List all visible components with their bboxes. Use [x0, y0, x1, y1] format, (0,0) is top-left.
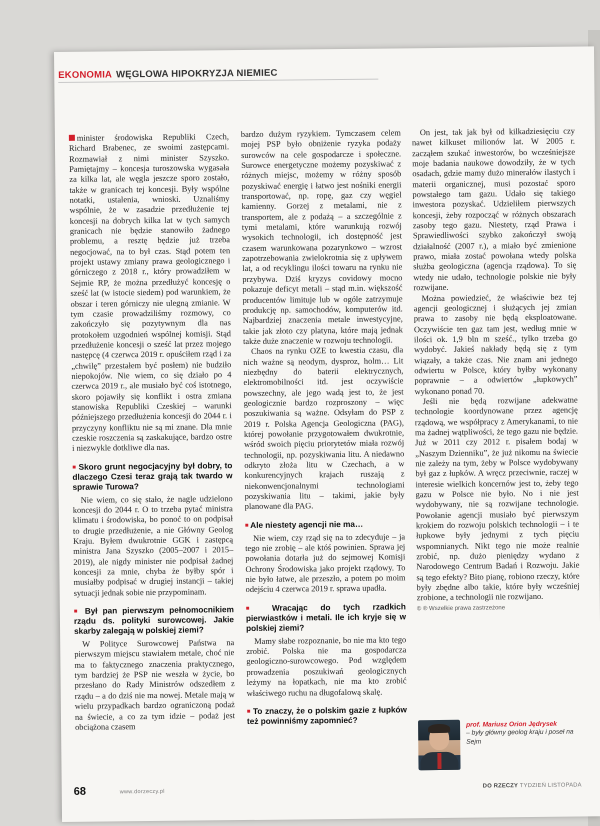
- article-body: [69, 127, 582, 772]
- paragraph-bullet-icon: [69, 135, 75, 141]
- paragraph: On jest, tak jak był od kilkadziesięciu czy nawet kilkuset milionów lat. W 2005 r. zacząłem szukać inwestorów, bo wcześniejsze moje badania naukowe dowodziły, że w tych osadach, gdzie mamy dużo minerałów ilastych i materii organicznej, musi pozostać sporo powstałego tam gazu. Udało się takiego inwestora pozyskać. Udzieliłem pierwszych koncesji, żeby rozpocząć w różnych obszarach zasoby tego gazu. Niestety, rząd Prawa i Sprawiedliwości szybko zakończył swoją działalność (2007 r.), a miało być zmienione prawo, miała zostać powołana wtedy polska służba geologiczna (agencja rządowa). To się wtedy nie udało, technologie polskie nie były rozwijane.: [411, 126, 577, 293]
- interview-question: ■ Skoro grunt negocjacyjny był dobry, to dlaczego Czesi teraz grają tak twardo w sprawie Turowa?: [72, 461, 232, 493]
- footer-url: www.dorzeczy.pl: [119, 788, 165, 796]
- column-1: [69, 132, 235, 733]
- interview-question: ■ To znaczy, że o polskim gazie z łupków też powinniśmy zapomnieć?: [247, 705, 407, 727]
- interview-question: ■ Wracając do tych rzadkich pierwiastków i metali. Ile ich kryje się w polskiej ziemi?: [246, 602, 406, 634]
- column-2: [241, 128, 407, 729]
- paragraph: Jeśli nie będą rozwijane adekwatne technologie koordynowane przez agencję rządową, we współpracy z Amerykanami, to nie ma żadnej wątpliwości, że tego gazu nie będzie. Już w 2011 czy 2012 r. pisałem bodaj w „Naszym Dzienniku”, że już nikomu na świecie nie zależy na tym, żeby w Polsce wydobywany był gaz z łupków. A wręcz przeciwnie, raczej w interesie wielkich koncernów jest to, żeby tego gazu w Polsce nie było. No i nie jest wydobywany, nie są rozwijane technologie. Powołanie agencji musiało być pierwszym krokiem do rozwoju polskich technologii – i te łupkowe były jednymi z tych pięciu wspomnianych. Nikt tego nie może realnie zrobić, np. dużo pieniędzy wydano z Narodowego Centrum Badań i Rozwoju. Jakie są tego efekty? Bito pianę, robiono rzeczy, które były zbędne albo takie, które były wcześniej zrobione, a technologii nie rozwijano.: [414, 395, 580, 603]
- interview-question: ■ Ale niestety agencji nie ma…: [245, 519, 405, 531]
- paragraph: Można powiedzieć, że właściwie bez tej agencji geologicznej i służących jej zmian prawa to zasoby nie będą eksploatowane. Oczywiście ten gaz tam jest, według mnie w ilości ok. 1,9 bln m sześć., tylko trzeba go wydobyć. Jakieś nakłady będą się z tym wiązały, a także czas. Nie znam ani jednego odwiertu w Polsce, który byłby wykonany poprawnie – a odwiertów „łupkowych” wykonano ponad 70.: [413, 292, 578, 396]
- interview-answer: Nie wiem, co się stało, że nagle udzielono koncesji do 2044 r. O to trzeba pytać ministra klimatu i środowiska, bo ponoć to on podpisał to drugie przedłużenie, a nie Główny Geolog Kraju. Byłem dwukrotnie GGK i zastępcą ministra Jana Szyszko (2005–2007 i 2015–2019), ale nigdy minister nie podpisał żadnej koncesji za mnie, chyba że byłby spór i musiałby podpisać w drugiej instancji – takiej sytuacji jednak sobie nie przypominam.: [72, 493, 234, 598]
- copyright-note: © ℗ Wszelkie prawa zastrzeżone: [417, 602, 580, 614]
- paragraph: Chaos na rynku OZE to kwestia czasu, dla nich ważne są neodym, dysproz, holm… Lit niezbędny do baterii elektrycznych, elektromobilności itd. jest oczywiście powszechny, ale jego wadą jest to, że jest geologicznie bardzo rozproszony – więc poszukiwania są ważne. Odsyłam do PSP z 2019 r. Polska Agencja Geologiczna (PAG), której powołanie przygotowałem dwukrotnie, wśród swoich pięciu priorytetów miała rozwój technologii, np. pozyskiwania litu. A niedawno odkryto złoża litu w Czechach, a w konkurencyjnych krajach ruszają z niekonwencjonalnymi technologiami pozyskiwania litu – takimi, jakie były planowane dla PAG.: [243, 345, 405, 512]
- author-photo: [418, 720, 461, 770]
- page-footer: [73, 777, 582, 798]
- section-title: WĘGLOWA HIPOKRYZJA NIEMIEC: [116, 67, 278, 80]
- paragraph: bardzo dużym ryzykiem. Tymczasem celem mojej PSP było obniżenie ryzyka podaży surowców na cele gospodarcze i społeczne. Surowce energetyczne możemy pozyskiwać z różnych miejsc, możemy w różny sposób pozyskiwać energię i łatwo jest nośniki energii transportować, np. ropę, gaz czy węgiel kamienny. Gorzej z metalami, nie z transportem, ale z podażą – a szczególnie z tymi metalami, które warunkują rozwój wysokich technologii, ich dostępność jest czasem warunkowana pozarynkowo – wzrost zapotrzebowania zwielokrotnia się z upływem lat, a od recyklingu ilości towaru na rynku nie przybywa. Dziś kryzys covidowy mocno pokazuje deficyt metali – stąd m.in. większość producentów limituje lub w ogóle zatrzymuje produkcję np. samochodów, komputerów itd. Najbardziej znaczenia metale inwestycyjne, takie jak złoto czy platyna, które mają jednak także duże znaczenie w rozwoju technologii.: [240, 128, 403, 346]
- interview-question: ■ Był pan pierwszym pełnomocnikiem rządu ds. polityki surowcowej. Jakie skarby zalegają w polskiej ziemi?: [74, 605, 234, 637]
- author-box: [418, 718, 584, 770]
- interview-answer: Nie wiem, czy rząd się na to zdecyduje – ja tego nie zrobię – ale któś powinien. Sprawa jej powołania dotarła już do sejmowej Komisji Ochrony Środowiska jako projekt rządowy. To nie było łatwe, ale przeszło, a potem po moim odejściu 4 czerwca 2019 r. sprawa upadła.: [245, 532, 406, 595]
- magazine-name: DO RZECZY: [482, 783, 519, 790]
- author-name: prof. Mariusz Orion Jędrysek: [466, 720, 557, 729]
- author-description: – były główny geolog kraju i poseł na Sejm: [466, 729, 574, 746]
- paragraph: [69, 132, 232, 454]
- interview-answer: Mamy słabe rozpoznanie, bo nie ma kto tego zrobić. Polska nie ma gospodarcza geologiczno-surowcowego. Pod względem prowadzenia poszukiwań geologicznych leżymy na łopatkach, nie ma kto zrobić właściwego ruchu na długofalową skalę.: [246, 635, 407, 698]
- magazine-issue: TYDZIEŃ LISTOPADA: [519, 782, 582, 790]
- footer-magazine: [483, 783, 582, 790]
- section-tag: EKONOMIA: [58, 68, 113, 81]
- interview-answer: W Polityce Surowcowej Państwa na pierwszym miejscu stawiałem metale, choć nie ma to faktycznego znaczenia praktycznego, tym bardziej że PSP nie weszła w życie, bo przesłano do Rady Ministrów odszedłem z rządu – a do dziś nie ma nowej. Metale mają w wielu przypadkach bardzo ograniczoną podaż na świecie, a co za tym idzie – podaż jest obciążona czasem: [74, 638, 236, 732]
- paragraph-text: minister środowiska Republiki Czech, Richard Brabenec, ze swoimi zastępcami. Rozmawiał z nimi minister Szyszko. Pamiętajmy – koncesja turoszowska wygasała za kilka lat, ale węgla jeszcze sporo zostało, także w granicach tej koncesji. Były wspólne notatki, ustalenia, wnioski. Uznaliśmy wspólnie, że w zasadzie przedłużenie tej koncesji na dobrych kilka lat w tych samych granicach nie będzie stanowiło żadnego problemu, a resztę będzie już trzeba negocjować, na to był czas. Stąd potem ten projekt ustawy zmiany prawa geologicznego i górniczego z 2018 r., który prowadziłem w Sejmie RP, że można przedłużyć koncesję o sześć lat (w istocie siedem) pod warunkiem, że obszar i teren górniczy nie ulegną zmianie. W tym czasie prowadziliśmy rozmowy, co zakończyło się pozytywnym dla nas protokołem uzgodnień wspólnej komisji. Stąd przedłużenie koncesji o sześć lat przez mojego następcę (4 czerwca 2019 r. opuściłem rząd i za „chwilę” przestałem być posłem) nie budziło niepokojów. Nie wiem, co się działo po 4 czerwca 2019 r., ale musiało być coś istotnego, skoro pojawiły się konflikt i ostra zmiana stanowiska Republiki Czeskiej – warunki późniejszego przedłużenia koncesji do 2044 r. i przyczyny konfliktu nie są mi znane. Dla mnie czeskie roszczenia są zaskakujące, bardzo ostre i niezwykle dotkliwe dla nas.: [68, 132, 233, 454]
- column-3: [412, 127, 580, 615]
- page-number: 68: [73, 785, 87, 798]
- magazine-page: [54, 46, 600, 822]
- author-caption: [466, 720, 583, 746]
